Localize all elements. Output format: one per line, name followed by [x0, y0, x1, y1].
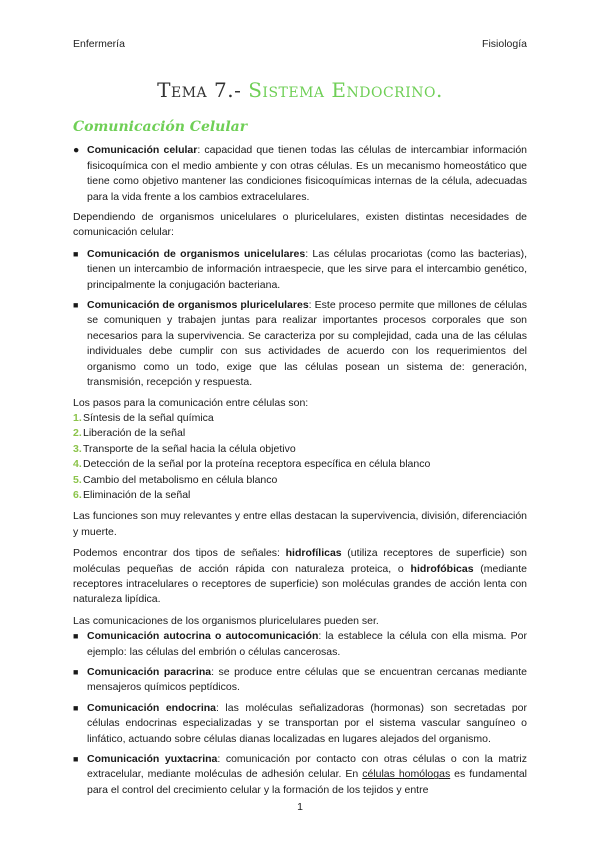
- bullet-term: Comunicación de organismos unicelulares: [87, 247, 306, 260]
- comm-bullet: [73, 752, 527, 798]
- comm-intro: Las comunicaciones de los organismos pluricelulares pueden ser.: [73, 614, 379, 627]
- step-item: [73, 442, 527, 457]
- comm-bullet: [73, 701, 527, 747]
- step-number: 1.: [73, 411, 82, 424]
- step-number: 5.: [73, 473, 82, 486]
- bullet-square-icon: ■: [73, 667, 79, 677]
- step-text: Liberación de la señal: [83, 427, 186, 440]
- paragraph-organisms: Dependiendo de organismos unicelulares o pluricelulares, existen distintas necesidades de comunicación celular:: [73, 211, 527, 239]
- step-item: [73, 473, 527, 488]
- bullet-term: Comunicación autocrina o autocomunicación: [87, 630, 319, 643]
- step-text: Eliminación de la señal: [83, 488, 191, 501]
- title-text: Sistema Endocrino.: [248, 78, 443, 102]
- bullet-text: : se produce entre células que se encuentran cercanas mediante mensajeros químicos peptídicos.: [87, 666, 527, 694]
- bullet-square-icon: ■: [73, 702, 79, 713]
- header-right: Fisiología: [482, 38, 527, 50]
- step-item: [73, 411, 527, 426]
- comm-bullet: [73, 665, 527, 696]
- paragraph-functions: Las funciones son muy relevantes y entre ellas destacan la supervivencia, división, diferenciación y muerte.: [73, 510, 527, 538]
- bullet-square-icon: ■: [73, 300, 79, 311]
- bullet-square-icon: ■: [73, 248, 79, 259]
- paragraph-signals: [73, 546, 527, 608]
- header-left: Enfermería: [73, 38, 125, 50]
- signals-hydrophobic: hidrofóbicas: [410, 562, 474, 575]
- bullet-term: Comunicación de organismos pluricelulares: [87, 299, 309, 312]
- step-item: [73, 457, 527, 472]
- signals-text: Podemos encontrar dos tipos de señales:: [73, 547, 286, 560]
- step-number: 3.: [73, 442, 82, 455]
- section-title: Comunicación Celular: [73, 119, 248, 135]
- bullet-text: : Este proceso permite que millones de células se comuniquen y trabajen juntas para realizar importantes procesos corporales que son necesarios para la supervivencia. Se caracteriza por su complejidad, cada una de las células individuales debe cumplir con sus actividades de acuerdo con los requerimientos del organismo como un todo, exige que las células posean un sistema de: generación, transmisión, recepción y respuesta.: [87, 299, 527, 389]
- comm-bullet: [73, 629, 527, 660]
- step-number: 2.: [73, 427, 82, 440]
- step-number: 6.: [73, 488, 82, 501]
- step-text: Síntesis de la señal química: [83, 411, 214, 424]
- bullet-term: Comunicación yuxtacrina: [87, 753, 218, 766]
- steps-intro: Los pasos para la comunicación entre células son:: [73, 396, 309, 409]
- bullet-text: : la establece la célula con ella misma. Por ejemplo: las células del embrión o células cancerosas.: [87, 630, 527, 658]
- title-number: Tema 7.-: [157, 78, 242, 102]
- steps-list: [73, 411, 527, 503]
- step-number: 4.: [73, 458, 82, 471]
- document-body: [73, 120, 527, 803]
- bullet-text: : capacidad que tienen todas las células de intercambiar información fisicoquímica con el medio ambiente y con otras células. Es un mecanismo homeostático que tiene como objetivo mantener las condiciones fisicoquímicas internas de la célula, adecuadas para la vida frente a los cambios extracelulares.: [87, 144, 527, 203]
- signals-hydrophilic: hidrofílicas: [285, 547, 342, 560]
- intro-bullet: [73, 143, 527, 205]
- bullet-dot-icon: ●: [73, 144, 80, 157]
- page-title: [0, 78, 600, 102]
- bullet-text: : las moléculas señalizadoras (hormonas) son secretadas por células endocrinas especializadas y se transportan por el sistema vascular sanguíneo o linfático, actuando sobre células dianas localizadas en lugares alejados del organismo.: [87, 701, 527, 745]
- bullet-text: es fundamental para el control del crecimiento celular y la formación de los tejidos y entre: [87, 768, 527, 796]
- org-bullet: [73, 247, 527, 293]
- signals-text: (mediante receptores intracelulares o receptores de superficie) son moléculas grandes de acción lenta con naturaleza lipídica.: [73, 562, 527, 606]
- bullet-square-icon: ■: [73, 631, 79, 642]
- bullet-term: Comunicación paracrina: [87, 666, 212, 678]
- bullet-text: : comunicación por contacto con otras células o con la matriz extracelular, mediante moléculas de adhesión celular. En: [87, 753, 527, 781]
- step-item: [73, 426, 527, 441]
- org-bullet: [73, 298, 527, 390]
- bullet-text: : Las células procariotas (como las bacterias), tienen un intercambio de información intraespecie, que les sirve para el intercambio genético, principalmente la conjugación bacteriana.: [87, 247, 528, 291]
- step-item: [73, 488, 527, 503]
- step-text: Detección de la señal por la proteína receptora específica en célula blanco: [83, 458, 431, 471]
- signals-text: (utiliza receptores de superficie) son moléculas pequeñas de acción rápida con naturaleza proteica, o: [73, 547, 527, 575]
- bullet-square-icon: ■: [73, 754, 79, 765]
- underlined-term: células homólogas: [362, 768, 451, 781]
- bullet-term: Comunicación celular: [87, 144, 198, 157]
- bullet-term: Comunicación endocrina: [87, 701, 217, 714]
- step-text: Cambio del metabolismo en célula blanco: [83, 473, 278, 486]
- page-number: 1: [297, 801, 303, 813]
- step-text: Transporte de la señal hacia la célula objetivo: [83, 442, 296, 455]
